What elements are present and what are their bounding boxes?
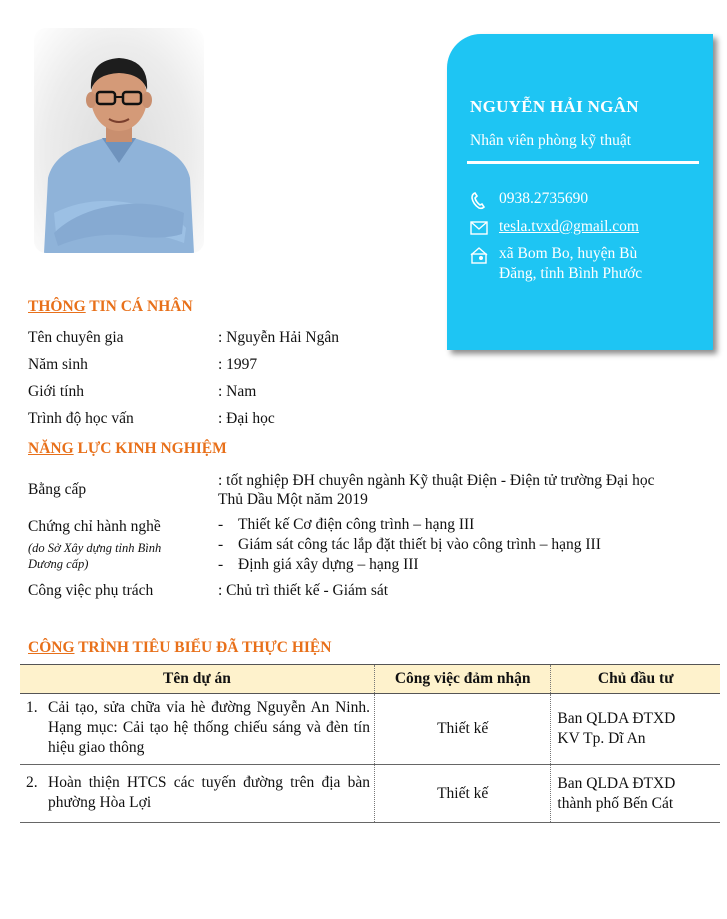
project-name: Cải tạo, sửa chữa vỉa hè đường Nguyễn An Ninh. Hạng mục: Cải tạo hệ thống chiếu sáng và đèn tín hiệu giao thông <box>48 699 370 756</box>
profile-name: NGUYỄN HẢI NGÂN <box>470 97 639 116</box>
table-row <box>20 694 720 765</box>
column-header-owner: Chủ đầu tư <box>551 665 720 694</box>
work-cell: Thiết kế <box>374 694 550 765</box>
field-label-gender: Giới tính <box>28 383 84 400</box>
phone-icon <box>469 191 489 211</box>
owner-line-2: KV Tp. Dĩ An <box>557 730 646 747</box>
owner-line-1: Ban QLDA ĐTXD <box>557 710 676 727</box>
section-title-experience: NĂNG LỰC KINH NGHIỆM <box>28 440 227 457</box>
column-header-work: Công việc đảm nhận <box>374 665 550 694</box>
certificate-item: - Thiết kế Cơ điện công trình – hạng III <box>218 516 475 533</box>
field-value-name: : Nguyễn Hải Ngân <box>218 329 339 346</box>
portrait-illustration <box>34 28 204 253</box>
field-label-certificate: Chứng chỉ hành nghề <box>28 518 161 535</box>
email-link[interactable]: tesla.tvxd@gmail.com <box>499 218 639 235</box>
field-value-degree-line-2: Thủ Dầu Một năm 2019 <box>218 491 368 508</box>
certificate-note-line-2: Dương cấp) <box>28 557 89 571</box>
owner-cell <box>551 694 720 765</box>
table-header-row <box>20 665 720 694</box>
field-label-education: Trình độ học vấn <box>28 410 134 427</box>
profile-role: Nhân viên phòng kỹ thuật <box>470 132 632 149</box>
address-line-1: xã Bom Bo, huyện Bù <box>499 245 638 262</box>
project-name: Hoàn thiện HTCS các tuyến đường trên địa bàn phường Hòa Lợi <box>48 773 370 811</box>
owner-cell <box>551 765 720 823</box>
contact-card <box>447 34 713 350</box>
project-name-cell <box>20 765 374 823</box>
field-label-birth-year: Năm sinh <box>28 356 88 373</box>
column-header-project: Tên dự án <box>20 665 374 694</box>
field-label-degree: Bằng cấp <box>28 481 87 498</box>
envelope-icon <box>469 218 489 238</box>
phone-number[interactable]: 0938.2735690 <box>499 190 589 207</box>
field-label-responsibility: Công việc phụ trách <box>28 582 154 599</box>
field-value-education: : Đại học <box>218 410 275 427</box>
field-value-responsibility: : Chủ trì thiết kế - Giám sát <box>218 582 389 599</box>
section-title-projects: CÔNG TRÌNH TIÊU BIỂU ĐÃ THỰC HIỆN <box>28 639 332 656</box>
profile-photo <box>34 28 204 253</box>
row-number: 1. <box>26 699 38 716</box>
owner-line-1: Ban QLDA ĐTXD <box>557 774 676 792</box>
project-name-cell <box>20 694 374 765</box>
table-row <box>20 765 720 823</box>
row-number: 2. <box>26 773 38 791</box>
field-value-birth-year: : 1997 <box>218 356 258 373</box>
address-icon <box>469 245 489 265</box>
card-divider <box>467 161 699 164</box>
work-cell: Thiết kế <box>374 765 550 823</box>
section-title-personal: THÔNG TIN CÁ NHÂN <box>28 298 193 315</box>
certificate-item: - Giám sát công tác lắp đặt thiết bị vào công trình – hạng III <box>218 536 601 553</box>
owner-line-2: thành phố Bến Cát <box>557 794 674 812</box>
address-line-2: Đăng, tỉnh Bình Phước <box>499 265 643 282</box>
projects-table <box>20 664 720 823</box>
field-value-degree-line-1: : tốt nghiệp ĐH chuyên ngành Kỹ thuật Điện - Điện tử trường Đại học <box>218 472 655 489</box>
field-label-name: Tên chuyên gia <box>28 329 124 346</box>
certificate-item: - Định giá xây dựng – hạng III <box>218 556 419 573</box>
certificate-note-line-1: (do Sở Xây dựng tỉnh Bình <box>28 541 162 555</box>
field-value-gender: : Nam <box>218 383 257 400</box>
